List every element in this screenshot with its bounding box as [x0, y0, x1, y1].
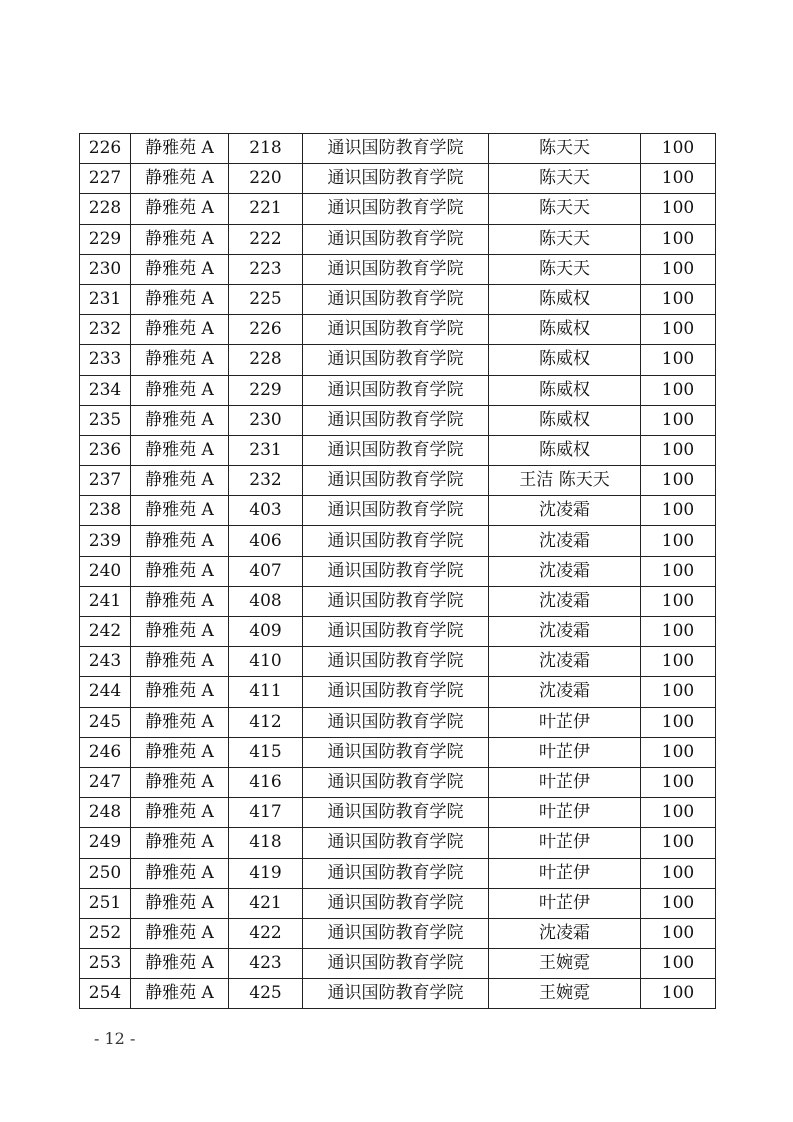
table-row — [80, 194, 716, 224]
score-cell: 100 — [641, 798, 716, 828]
person-cell: 沈凌霜 — [489, 526, 641, 556]
row-number-cell: 232 — [80, 315, 131, 345]
row-number-cell: 238 — [80, 496, 131, 526]
building-cell: 静雅苑 A — [131, 979, 229, 1009]
room-number-cell: 425 — [229, 979, 303, 1009]
table-row — [80, 375, 716, 405]
score-cell: 100 — [641, 737, 716, 767]
table-row — [80, 828, 716, 858]
room-number-cell: 417 — [229, 798, 303, 828]
person-cell: 陈威权 — [489, 284, 641, 314]
score-cell: 100 — [641, 315, 716, 345]
room-number-cell: 231 — [229, 435, 303, 465]
table-row — [80, 556, 716, 586]
row-number-cell: 229 — [80, 224, 131, 254]
score-cell: 100 — [641, 375, 716, 405]
room-number-cell: 222 — [229, 224, 303, 254]
row-number-cell: 251 — [80, 888, 131, 918]
score-cell: 100 — [641, 496, 716, 526]
college-cell: 通识国防教育学院 — [303, 949, 489, 979]
score-cell: 100 — [641, 707, 716, 737]
college-cell: 通识国防教育学院 — [303, 918, 489, 948]
college-cell: 通识国防教育学院 — [303, 979, 489, 1009]
score-cell: 100 — [641, 858, 716, 888]
table-row — [80, 647, 716, 677]
person-cell: 沈凌霜 — [489, 647, 641, 677]
score-cell: 100 — [641, 345, 716, 375]
room-number-cell: 220 — [229, 164, 303, 194]
room-number-cell: 406 — [229, 526, 303, 556]
score-cell: 100 — [641, 979, 716, 1009]
building-cell: 静雅苑 A — [131, 435, 229, 465]
college-cell: 通识国防教育学院 — [303, 375, 489, 405]
row-number-cell: 241 — [80, 586, 131, 616]
row-number-cell: 247 — [80, 767, 131, 797]
table-row — [80, 345, 716, 375]
room-number-cell: 423 — [229, 949, 303, 979]
building-cell: 静雅苑 A — [131, 405, 229, 435]
room-number-cell: 416 — [229, 767, 303, 797]
table-row — [80, 134, 716, 164]
room-number-cell: 225 — [229, 284, 303, 314]
building-cell: 静雅苑 A — [131, 647, 229, 677]
row-number-cell: 230 — [80, 254, 131, 284]
row-number-cell: 249 — [80, 828, 131, 858]
score-cell: 100 — [641, 828, 716, 858]
college-cell: 通识国防教育学院 — [303, 707, 489, 737]
building-cell: 静雅苑 A — [131, 949, 229, 979]
table-row — [80, 164, 716, 194]
person-cell: 王婉霓 — [489, 949, 641, 979]
room-number-cell: 412 — [229, 707, 303, 737]
score-cell: 100 — [641, 586, 716, 616]
score-cell: 100 — [641, 284, 716, 314]
building-cell: 静雅苑 A — [131, 556, 229, 586]
college-cell: 通识国防教育学院 — [303, 496, 489, 526]
table-row — [80, 284, 716, 314]
table-body — [80, 134, 716, 1009]
row-number-cell: 243 — [80, 647, 131, 677]
row-number-cell: 240 — [80, 556, 131, 586]
score-cell: 100 — [641, 164, 716, 194]
college-cell: 通识国防教育学院 — [303, 556, 489, 586]
row-number-cell: 244 — [80, 677, 131, 707]
building-cell: 静雅苑 A — [131, 617, 229, 647]
college-cell: 通识国防教育学院 — [303, 888, 489, 918]
row-number-cell: 239 — [80, 526, 131, 556]
table-row — [80, 949, 716, 979]
person-cell: 陈威权 — [489, 405, 641, 435]
college-cell: 通识国防教育学院 — [303, 737, 489, 767]
room-number-cell: 410 — [229, 647, 303, 677]
score-cell: 100 — [641, 647, 716, 677]
table-row — [80, 617, 716, 647]
room-number-cell: 232 — [229, 466, 303, 496]
table-row — [80, 707, 716, 737]
building-cell: 静雅苑 A — [131, 677, 229, 707]
score-cell: 100 — [641, 918, 716, 948]
table-row — [80, 888, 716, 918]
college-cell: 通识国防教育学院 — [303, 586, 489, 616]
building-cell: 静雅苑 A — [131, 767, 229, 797]
room-number-cell: 419 — [229, 858, 303, 888]
person-cell: 陈威权 — [489, 375, 641, 405]
table-row — [80, 315, 716, 345]
table-row — [80, 767, 716, 797]
person-cell: 陈威权 — [489, 345, 641, 375]
college-cell: 通识国防教育学院 — [303, 254, 489, 284]
table-row — [80, 737, 716, 767]
room-number-cell: 229 — [229, 375, 303, 405]
building-cell: 静雅苑 A — [131, 345, 229, 375]
person-cell: 沈凌霜 — [489, 496, 641, 526]
building-cell: 静雅苑 A — [131, 888, 229, 918]
building-cell: 静雅苑 A — [131, 164, 229, 194]
person-cell: 陈天天 — [489, 194, 641, 224]
room-number-cell: 418 — [229, 828, 303, 858]
row-number-cell: 237 — [80, 466, 131, 496]
person-cell: 叶芷伊 — [489, 888, 641, 918]
room-number-cell: 421 — [229, 888, 303, 918]
row-number-cell: 253 — [80, 949, 131, 979]
row-number-cell: 233 — [80, 345, 131, 375]
row-number-cell: 245 — [80, 707, 131, 737]
person-cell: 沈凌霜 — [489, 918, 641, 948]
college-cell: 通识国防教育学院 — [303, 405, 489, 435]
score-cell: 100 — [641, 949, 716, 979]
college-cell: 通识国防教育学院 — [303, 435, 489, 465]
table-row — [80, 496, 716, 526]
room-number-cell: 407 — [229, 556, 303, 586]
table-row — [80, 224, 716, 254]
row-number-cell: 227 — [80, 164, 131, 194]
college-cell: 通识国防教育学院 — [303, 284, 489, 314]
college-cell: 通识国防教育学院 — [303, 224, 489, 254]
person-cell: 叶芷伊 — [489, 737, 641, 767]
row-number-cell: 236 — [80, 435, 131, 465]
person-cell: 叶芷伊 — [489, 707, 641, 737]
row-number-cell: 235 — [80, 405, 131, 435]
room-number-cell: 230 — [229, 405, 303, 435]
building-cell: 静雅苑 A — [131, 707, 229, 737]
person-cell: 叶芷伊 — [489, 767, 641, 797]
person-cell: 沈凌霜 — [489, 677, 641, 707]
row-number-cell: 250 — [80, 858, 131, 888]
row-number-cell: 226 — [80, 134, 131, 164]
score-cell: 100 — [641, 556, 716, 586]
building-cell: 静雅苑 A — [131, 828, 229, 858]
college-cell: 通识国防教育学院 — [303, 345, 489, 375]
room-number-cell: 228 — [229, 345, 303, 375]
room-number-cell: 221 — [229, 194, 303, 224]
person-cell: 叶芷伊 — [489, 858, 641, 888]
person-cell: 陈天天 — [489, 254, 641, 284]
person-cell: 叶芷伊 — [489, 798, 641, 828]
score-cell: 100 — [641, 194, 716, 224]
building-cell: 静雅苑 A — [131, 315, 229, 345]
college-cell: 通识国防教育学院 — [303, 858, 489, 888]
score-cell: 100 — [641, 526, 716, 556]
college-cell: 通识国防教育学院 — [303, 194, 489, 224]
building-cell: 静雅苑 A — [131, 284, 229, 314]
building-cell: 静雅苑 A — [131, 194, 229, 224]
person-cell: 沈凌霜 — [489, 617, 641, 647]
score-cell: 100 — [641, 767, 716, 797]
table-row — [80, 526, 716, 556]
building-cell: 静雅苑 A — [131, 526, 229, 556]
college-cell: 通识国防教育学院 — [303, 798, 489, 828]
score-cell: 100 — [641, 617, 716, 647]
score-cell: 100 — [641, 254, 716, 284]
building-cell: 静雅苑 A — [131, 254, 229, 284]
college-cell: 通识国防教育学院 — [303, 526, 489, 556]
person-cell: 陈天天 — [489, 164, 641, 194]
room-number-cell: 226 — [229, 315, 303, 345]
table-row — [80, 979, 716, 1009]
college-cell: 通识国防教育学院 — [303, 767, 489, 797]
score-cell: 100 — [641, 677, 716, 707]
score-cell: 100 — [641, 224, 716, 254]
table-row — [80, 405, 716, 435]
person-cell: 陈威权 — [489, 435, 641, 465]
college-cell: 通识国防教育学院 — [303, 466, 489, 496]
row-number-cell: 248 — [80, 798, 131, 828]
row-number-cell: 246 — [80, 737, 131, 767]
room-number-cell: 411 — [229, 677, 303, 707]
college-cell: 通识国防教育学院 — [303, 617, 489, 647]
score-cell: 100 — [641, 466, 716, 496]
college-cell: 通识国防教育学院 — [303, 315, 489, 345]
row-number-cell: 252 — [80, 918, 131, 948]
building-cell: 静雅苑 A — [131, 134, 229, 164]
building-cell: 静雅苑 A — [131, 224, 229, 254]
table-row — [80, 918, 716, 948]
building-cell: 静雅苑 A — [131, 737, 229, 767]
college-cell: 通识国防教育学院 — [303, 647, 489, 677]
table-row — [80, 586, 716, 616]
building-cell: 静雅苑 A — [131, 466, 229, 496]
building-cell: 静雅苑 A — [131, 798, 229, 828]
room-number-cell: 415 — [229, 737, 303, 767]
table-row — [80, 677, 716, 707]
row-number-cell: 231 — [80, 284, 131, 314]
college-cell: 通识国防教育学院 — [303, 677, 489, 707]
person-cell: 王洁 陈天天 — [489, 466, 641, 496]
person-cell: 沈凌霜 — [489, 556, 641, 586]
college-cell: 通识国防教育学院 — [303, 164, 489, 194]
table-row — [80, 858, 716, 888]
table-row — [80, 466, 716, 496]
score-cell: 100 — [641, 405, 716, 435]
room-number-cell: 422 — [229, 918, 303, 948]
building-cell: 静雅苑 A — [131, 496, 229, 526]
row-number-cell: 242 — [80, 617, 131, 647]
room-number-cell: 223 — [229, 254, 303, 284]
building-cell: 静雅苑 A — [131, 918, 229, 948]
table-row — [80, 254, 716, 284]
row-number-cell: 254 — [80, 979, 131, 1009]
person-cell: 陈天天 — [489, 224, 641, 254]
room-number-cell: 409 — [229, 617, 303, 647]
row-number-cell: 228 — [80, 194, 131, 224]
inspection-table — [79, 133, 716, 1009]
person-cell: 王婉霓 — [489, 979, 641, 1009]
table-row — [80, 435, 716, 465]
score-cell: 100 — [641, 888, 716, 918]
building-cell: 静雅苑 A — [131, 586, 229, 616]
building-cell: 静雅苑 A — [131, 375, 229, 405]
person-cell: 陈威权 — [489, 315, 641, 345]
score-cell: 100 — [641, 134, 716, 164]
room-number-cell: 218 — [229, 134, 303, 164]
college-cell: 通识国防教育学院 — [303, 828, 489, 858]
college-cell: 通识国防教育学院 — [303, 134, 489, 164]
page-number: - 12 - — [94, 1029, 136, 1048]
room-number-cell: 408 — [229, 586, 303, 616]
row-number-cell: 234 — [80, 375, 131, 405]
person-cell: 陈天天 — [489, 134, 641, 164]
table-row — [80, 798, 716, 828]
room-number-cell: 403 — [229, 496, 303, 526]
person-cell: 沈凌霜 — [489, 586, 641, 616]
score-cell: 100 — [641, 435, 716, 465]
person-cell: 叶芷伊 — [489, 828, 641, 858]
building-cell: 静雅苑 A — [131, 858, 229, 888]
